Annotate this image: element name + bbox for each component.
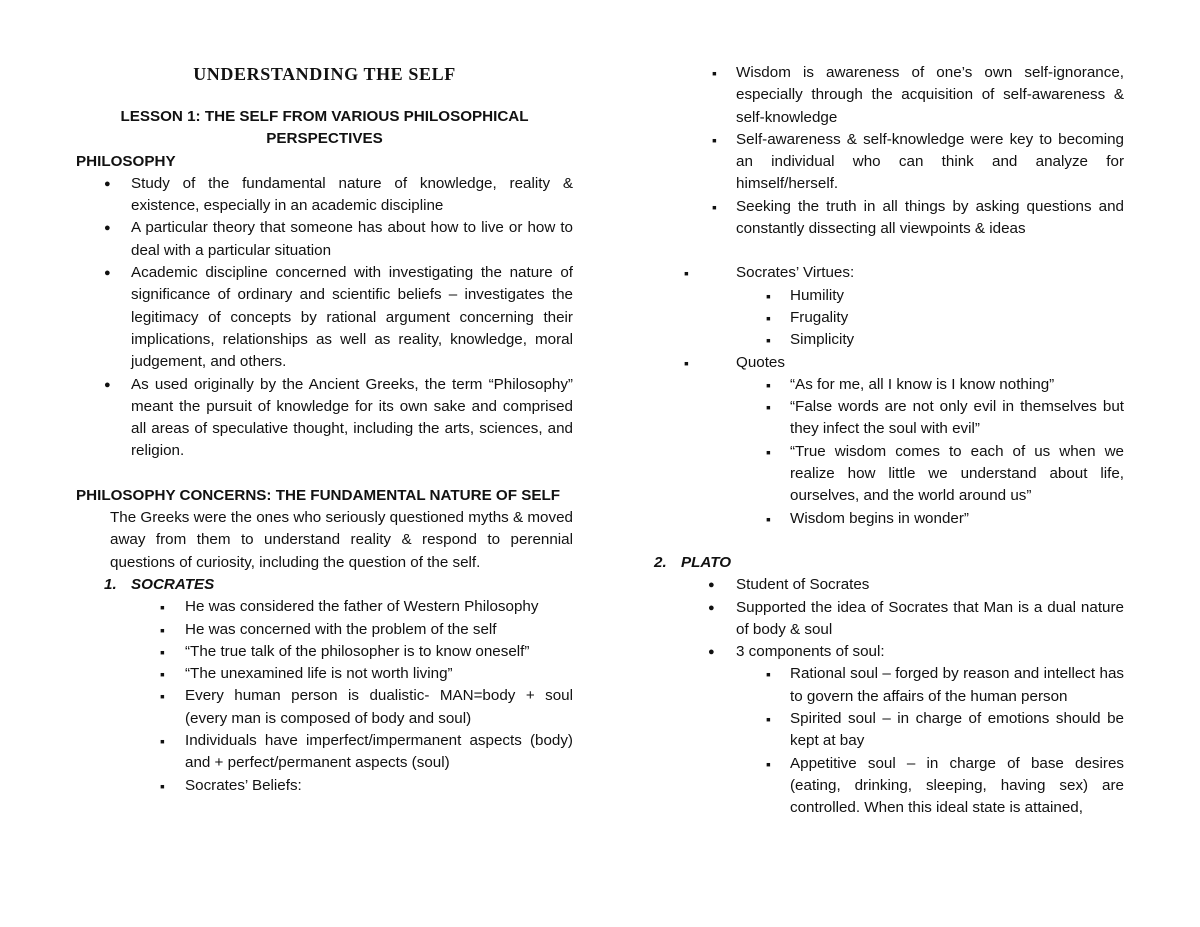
concerns-paragraph: The Greeks were the ones who seriously questioned myths & moved away from them to understand reality & respond to perennial questions of curiosity, including the question of the self. [110, 509, 573, 571]
list-item: ● Academic discipline concerned with investigating the nature of significance of ordinary and scientific beliefs – investigates the legitimacy of concepts by rational argument concerning their implications, relationships as well as reality, knowledge, moral judgement, and others. [76, 262, 573, 373]
socrates-heading [76, 574, 573, 596]
quotes-label-list [654, 352, 1124, 374]
socrates-number: 1. [104, 575, 117, 593]
list-item: ▪ Wisdom begins in wonder” [708, 508, 1124, 530]
list-item: ● Student of Socrates [654, 574, 1124, 596]
list-item: ▪ Self-awareness & self-knowledge were key to becoming an individual who can think and analyze for himself/herself. [654, 129, 1124, 196]
plato-list [654, 574, 1124, 663]
socrates-name: SOCRATES [131, 575, 215, 593]
list-item: ▪ Spirited soul – in charge of emotions should be kept at bay [708, 708, 1124, 753]
socrates-list [76, 596, 573, 797]
philosophy-heading: PHILOSOPHY [76, 152, 176, 170]
virtues-label: ▪ Socrates’ Virtues: [654, 262, 1124, 284]
list-item: ▪ “The unexamined life is not worth living” [76, 663, 573, 685]
list-item: ▪ Socrates’ Beliefs: [76, 775, 573, 797]
quotes-list [708, 374, 1124, 530]
list-item: ▪ “True wisdom comes to each of us when we realize how little we understand about life, ourselves, and the world around us” [708, 441, 1124, 508]
list-item: ▪ “False words are not only evil in themselves but they infect the soul with evil” [708, 396, 1124, 441]
list-item: ▪ Frugality [708, 307, 1124, 329]
virtues-list [708, 285, 1124, 352]
list-item: ● Study of the fundamental nature of knowledge, reality & existence, especially in an academic discipline [76, 173, 573, 218]
list-item: ▪ He was considered the father of Western Philosophy [76, 596, 573, 618]
list-item: ▪ He was concerned with the problem of the self [76, 619, 573, 641]
list-item: ● A particular theory that someone has about how to live or how to deal with a particular situation [76, 217, 573, 262]
left-column [76, 62, 573, 797]
philosophy-list [76, 173, 573, 463]
quotes-label: ▪ Quotes [654, 352, 1124, 374]
soul-components-list [708, 663, 1124, 819]
list-item: ● As used originally by the Ancient Greeks, the term “Philosophy” meant the pursuit of knowledge for its own sake and comprised all areas of speculative thought, including the arts, sciences, and religion. [76, 374, 573, 463]
list-item: ▪ “The true talk of the philosopher is to know oneself” [76, 641, 573, 663]
plato-number: 2. [654, 553, 667, 571]
list-item: ▪ Every human person is dualistic- MAN=body + soul (every man is composed of body and soul) [76, 685, 573, 730]
page-title: UNDERSTANDING THE SELF [193, 64, 456, 84]
list-item: ▪ “As for me, all I know is I know nothing” [708, 374, 1124, 396]
list-item: ▪ Individuals have imperfect/impermanent aspects (body) and + perfect/permanent aspects (soul) [76, 730, 573, 775]
list-item: ▪ Seeking the truth in all things by asking questions and constantly dissecting all viewpoints & ideas [654, 196, 1124, 241]
right-column [654, 62, 1124, 820]
list-item: ● Supported the idea of Socrates that Man is a dual nature of body & soul [654, 597, 1124, 642]
lesson-title-line2: PERSPECTIVES [266, 130, 383, 148]
plato-name: PLATO [681, 553, 732, 571]
plato-heading [654, 552, 1124, 574]
list-item: ● 3 components of soul: [654, 641, 1124, 663]
list-item: ▪ Humility [708, 285, 1124, 307]
list-item: ▪ Appetitive soul – in charge of base desires (eating, drinking, sleeping, having sex) are controlled. When this ideal state is attained, [708, 753, 1124, 820]
socrates-beliefs-list [654, 62, 1124, 240]
list-item: ▪ Simplicity [708, 329, 1124, 351]
concerns-heading: PHILOSOPHY CONCERNS: THE FUNDAMENTAL NATURE OF SELF [76, 486, 561, 504]
lesson-title-line1: LESSON 1: THE SELF FROM VARIOUS PHILOSOPHICAL [120, 108, 529, 125]
list-item: ▪ Wisdom is awareness of one’s own self-ignorance, especially through the acquisition of self-awareness & self-knowledge [654, 62, 1124, 129]
list-item: ▪ Rational soul – forged by reason and intellect has to govern the affairs of the human person [708, 663, 1124, 708]
socrates-extra-list [654, 262, 1124, 284]
